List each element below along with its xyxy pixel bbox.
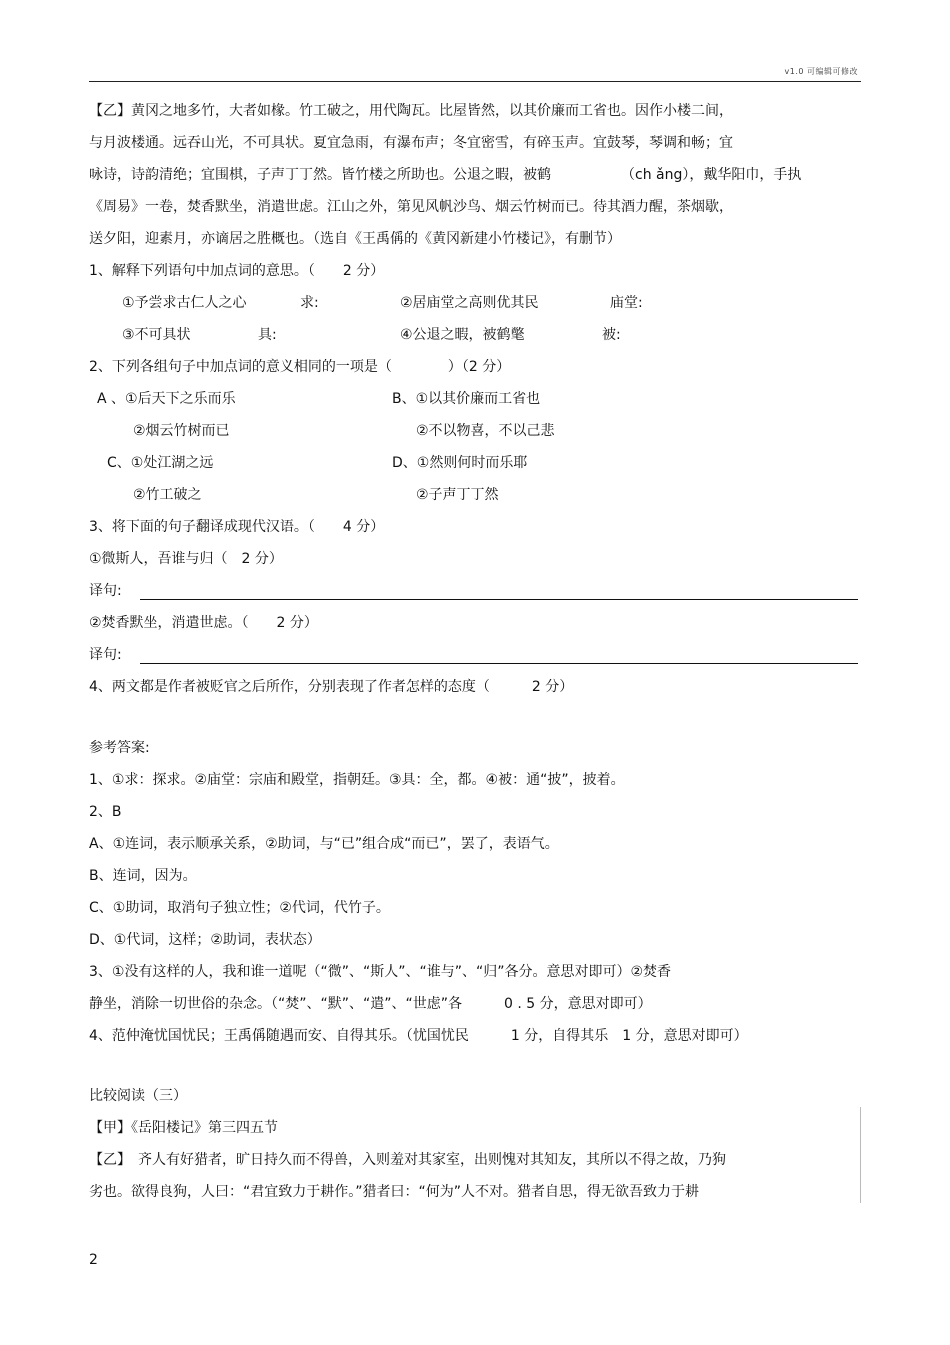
q1-item: ④公退之暇，被鹤氅: [400, 327, 525, 343]
header-rule: [89, 81, 861, 82]
q2-option-b: B、①以其价廉而工省也: [392, 391, 541, 407]
answers-heading: 参考答案:: [89, 740, 150, 756]
answer-line-text: 3、①没有这样的人，我和谁一道呢（“微”、“斯人”、“谁与”、“归”各分。意思对即可）②焚香: [89, 964, 672, 980]
question-3-title: 3、将下面的句子翻译成现代汉语。（ 4 分）: [89, 519, 385, 535]
q3-sentence: ②焚香默坐，消遣世虑。（ 2 分）: [89, 615, 318, 631]
answer-line-text: 4、范仲淹忧国忧民；王禹偁随遇而安、自得其乐。（忧国忧民 1 分，自得其乐 1 分，意思对即可）: [89, 1028, 748, 1044]
passage-line-text: 咏诗，诗韵清绝；宜围棋，子声丁丁然。皆竹楼之所助也。公退之暇，被鹤: [89, 167, 551, 183]
answer-line-text: 1、①求：探求。②庙堂：宗庙和殿堂，指朝廷。③具：全，都。④被：通“披”，披着。: [89, 772, 625, 788]
header-note: v1.0 可编辑可修改: [784, 67, 858, 76]
q2-option-d: ②子声丁丁然: [416, 487, 499, 503]
answer-line: [140, 599, 858, 600]
q2-option-b: ②不以物喜，不以己悲: [416, 423, 555, 439]
q1-key: 具:: [258, 327, 277, 343]
translation-label: 译句:: [89, 647, 122, 663]
q1-key: 被:: [602, 327, 621, 343]
q1-item: ①予尝求古仁人之心: [122, 295, 247, 311]
passage-line: 劣也。欲得良狗，人曰：“君宜致力于耕作。”猎者曰：“何为”人不对。猎者自思，得无欲吾致力于耕: [89, 1184, 700, 1200]
question-1-title: 1、解释下列语句中加点词的意思。（ 2 分）: [89, 263, 385, 279]
q2-option-a: A 、①后天下之乐而乐: [97, 391, 236, 407]
passage-line: 【乙】 齐人有好猎者，旷日持久而不得兽，入则羞对其家室，出则愧对其知友，其所以不得之故，乃狗: [89, 1152, 726, 1168]
passage-line: 送夕阳，迎素月，亦谪居之胜概也。（选自《王禹偁的《黄冈新建小竹楼记》，有删节）: [89, 231, 621, 247]
question-2-title: 2、下列各组句子中加点词的意义相同的一项是（ ）（2 分）: [89, 359, 511, 375]
answer-line-text: B、连词，因为。: [89, 868, 197, 884]
section-vertical-rule: [860, 1107, 861, 1203]
q3-sentence: ①微斯人，吾谁与归（ 2 分）: [89, 551, 283, 567]
q2-option-d: D、①然则何时而乐耶: [392, 455, 528, 471]
passage-jia: 【甲】《岳阳楼记》第三四五节: [89, 1120, 278, 1136]
translation-label: 译句:: [89, 583, 122, 599]
passage-line: 《周易》一卷，焚香默坐，消遣世虑。江山之外，第见风帆沙鸟、烟云竹树而已。待其酒力醒，茶烟歇，: [89, 199, 733, 215]
section-title: 比较阅读（三）: [89, 1088, 187, 1104]
q1-key: 庙堂:: [610, 295, 643, 311]
answer-line-text: D、①代词，这样；②助词，表状态）: [89, 932, 321, 948]
answer-line: [140, 663, 858, 664]
page-number: 2: [89, 1252, 98, 1268]
q1-key: 求:: [300, 295, 319, 311]
answer-line-text: A、①连词，表示顺承关系，②助词，与“已”组合成“而已”，罢了，表语气。: [89, 836, 559, 852]
answer-line-text: 2、B: [89, 804, 122, 820]
question-4-title: 4、两文都是作者被贬官之后所作，分别表现了作者怎样的态度（ 2 分）: [89, 679, 574, 695]
answer-line-text: 静坐，消除一切世俗的杂念。（“焚”、“默”、“遣”、“世虑”各 0 . 5 分，意思对即可）: [89, 996, 652, 1012]
q2-option-a: ②烟云竹树而已: [133, 423, 230, 439]
pinyin-note: （ch ǎng），戴华阳巾，手执: [621, 167, 802, 183]
q1-item: ②居庙堂之高则优其民: [400, 295, 539, 311]
q2-option-c: ②竹工破之: [133, 487, 202, 503]
q1-item: ③不可具状: [122, 327, 191, 343]
q2-option-c: C、①处江湖之远: [107, 455, 214, 471]
answer-line-text: C、①助词，取消句子独立性；②代词，代竹子。: [89, 900, 390, 916]
passage-line: 与月波楼通。远吞山光，不可具状。夏宜急雨，有瀑布声；冬宜密雪，有碎玉声。宜鼓琴，琴调和畅；宜: [89, 135, 733, 151]
passage-line: [89, 165, 801, 185]
passage-line: 【乙】黄冈之地多竹，大者如椽。竹工破之，用代陶瓦。比屋皆然，以其价廉而工省也。因作小楼二间，: [89, 103, 733, 119]
